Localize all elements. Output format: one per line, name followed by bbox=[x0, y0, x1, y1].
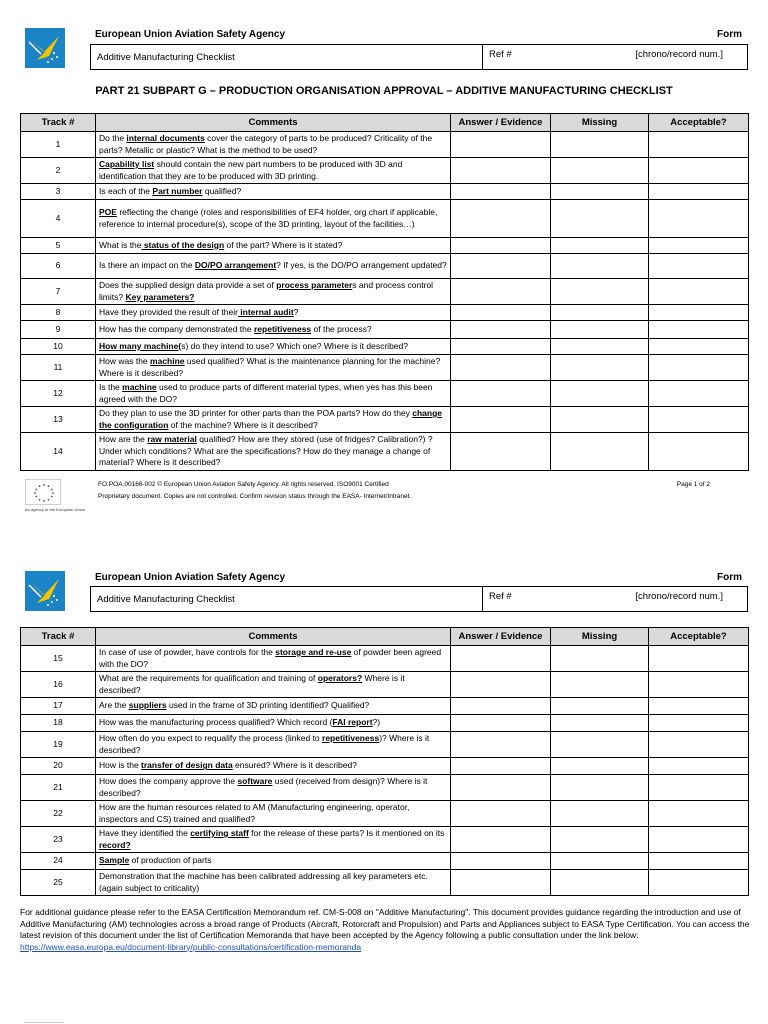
missing-cell[interactable] bbox=[551, 200, 649, 238]
header-box bbox=[90, 44, 748, 70]
table-row bbox=[21, 732, 749, 758]
acceptable-cell[interactable] bbox=[649, 254, 749, 279]
missing-cell[interactable] bbox=[551, 698, 649, 715]
track-number: 18 bbox=[21, 715, 96, 732]
track-number: 11 bbox=[21, 355, 96, 381]
acceptable-cell[interactable] bbox=[649, 732, 749, 758]
answer-evidence-cell[interactable] bbox=[451, 184, 551, 200]
comment-cell bbox=[96, 184, 451, 200]
answer-evidence-cell[interactable] bbox=[451, 132, 551, 158]
comment-text: ? bbox=[293, 306, 299, 317]
comment-text: How often do you expect to requalify the process (linked to bbox=[99, 733, 323, 743]
answer-evidence-cell[interactable] bbox=[451, 715, 551, 732]
table-row bbox=[21, 381, 749, 407]
answer-evidence-cell[interactable] bbox=[451, 279, 551, 305]
track-number: 17 bbox=[21, 698, 96, 715]
table-row bbox=[21, 775, 749, 801]
comment-text: Is there an impact on the bbox=[99, 260, 195, 271]
eu-agency-label: An agency of the European Union bbox=[25, 507, 86, 512]
comment-cell bbox=[96, 355, 451, 381]
comment-text: cover the category of parts to be produced? Criticality of the parts? Metallic or plastic? What is the method to be used? bbox=[99, 133, 433, 155]
answer-evidence-cell[interactable] bbox=[451, 646, 551, 672]
table-row bbox=[21, 279, 749, 305]
comment-cell bbox=[96, 321, 451, 339]
comment-cell bbox=[96, 158, 451, 184]
emphasized-term: record? bbox=[99, 839, 131, 850]
comment-text: of the process? bbox=[311, 323, 372, 334]
acceptable-cell[interactable] bbox=[649, 305, 749, 321]
col-acceptable: Acceptable? bbox=[649, 628, 749, 646]
emphasized-term: repetitiveness bbox=[253, 323, 312, 334]
comment-cell bbox=[96, 305, 451, 321]
page-number: Page 1 of 2 bbox=[676, 481, 710, 488]
comment-text: s) do they intend to use? Which one? Where is it described? bbox=[181, 340, 408, 351]
emphasized-term: transfer of design data bbox=[141, 760, 233, 771]
emphasized-term: change the configuration bbox=[99, 408, 443, 430]
comment-text: How are the bbox=[99, 434, 148, 445]
acceptable-cell[interactable] bbox=[649, 672, 749, 698]
table-row bbox=[21, 305, 749, 321]
ref-label: Ref # bbox=[489, 49, 512, 60]
emphasized-term: internal documents bbox=[126, 133, 205, 143]
col-missing: Missing bbox=[551, 628, 649, 646]
comment-text: Are the bbox=[99, 700, 129, 711]
track-number: 24 bbox=[21, 853, 96, 870]
emphasized-term: machine bbox=[122, 382, 157, 392]
acceptable-cell[interactable] bbox=[649, 158, 749, 184]
missing-cell[interactable] bbox=[551, 132, 649, 158]
comment-text: ?) bbox=[372, 717, 381, 728]
comment-text: used in the frame of 3D printing identified? Qualified? bbox=[166, 700, 370, 711]
answer-evidence-cell[interactable] bbox=[451, 433, 551, 471]
comment-cell bbox=[96, 433, 451, 471]
missing-cell[interactable] bbox=[551, 732, 649, 758]
emphasized-term: operators? bbox=[317, 673, 363, 683]
footer-disclaimer: Proprietary document. Copies are not controlled. Confirm revision status through the EASA- Internet/Intranet. bbox=[98, 493, 412, 500]
comment-cell bbox=[96, 339, 451, 355]
page-footer bbox=[20, 479, 748, 519]
answer-evidence-cell[interactable] bbox=[451, 758, 551, 775]
answer-evidence-cell[interactable] bbox=[451, 853, 551, 870]
track-number: 25 bbox=[21, 870, 96, 896]
col-comments: Comments bbox=[96, 628, 451, 646]
emphasized-term: Capability list bbox=[99, 159, 155, 169]
missing-cell[interactable] bbox=[551, 238, 649, 254]
checklist-table-2 bbox=[20, 627, 749, 896]
comment-cell bbox=[96, 801, 451, 827]
acceptable-cell[interactable] bbox=[649, 698, 749, 715]
comment-text: Where is it described? bbox=[99, 673, 405, 695]
comment-text: of powder been agreed with the DO? bbox=[99, 647, 442, 669]
track-number: 22 bbox=[21, 801, 96, 827]
table-row bbox=[21, 827, 749, 853]
track-number: 8 bbox=[21, 305, 96, 321]
comment-text: Demonstration that the machine has been calibrated addressing all key parameters etc. (again subject to criticality) bbox=[99, 871, 428, 893]
comment-text: What are the requirements for qualification and training of bbox=[99, 673, 318, 683]
missing-cell[interactable] bbox=[551, 801, 649, 827]
doc-title: Additive Manufacturing Checklist bbox=[91, 587, 483, 611]
comment-cell bbox=[96, 732, 451, 758]
comment-cell bbox=[96, 827, 451, 853]
comment-text: should contain the new part numbers to be produced with 3D and identification that they are to be produced with 3D printing. bbox=[99, 159, 403, 181]
comment-cell bbox=[96, 279, 451, 305]
answer-evidence-cell[interactable] bbox=[451, 355, 551, 381]
answer-evidence-cell[interactable] bbox=[451, 238, 551, 254]
emphasized-term: Key parameters? bbox=[125, 291, 195, 302]
comment-text: How was the bbox=[99, 356, 151, 366]
acceptable-cell[interactable] bbox=[649, 870, 749, 896]
missing-cell[interactable] bbox=[551, 321, 649, 339]
checklist-table-1 bbox=[20, 113, 749, 471]
answer-evidence-cell[interactable] bbox=[451, 381, 551, 407]
track-number: 19 bbox=[21, 732, 96, 758]
acceptable-cell[interactable] bbox=[649, 381, 749, 407]
emphasized-term: Sample bbox=[99, 855, 130, 866]
answer-evidence-cell[interactable] bbox=[451, 672, 551, 698]
comment-text: s and process control limits? bbox=[99, 280, 434, 302]
comment-text: used qualified? What is the maintenance planning for the machine? Where is it described? bbox=[99, 356, 441, 378]
page-edge-mark bbox=[24, 1022, 64, 1023]
emphasized-term: software bbox=[237, 776, 273, 786]
acceptable-cell[interactable] bbox=[649, 200, 749, 238]
col-acceptable: Acceptable? bbox=[649, 114, 749, 132]
track-number: 9 bbox=[21, 321, 96, 339]
answer-evidence-cell[interactable] bbox=[451, 801, 551, 827]
track-number: 15 bbox=[21, 646, 96, 672]
answer-evidence-cell[interactable] bbox=[451, 321, 551, 339]
comment-text: How is the bbox=[99, 760, 142, 771]
track-number: 21 bbox=[21, 775, 96, 801]
comment-text: used (received from design)? Where is it described? bbox=[99, 776, 428, 798]
answer-evidence-cell[interactable] bbox=[451, 732, 551, 758]
comment-text: Have they provided the result of their bbox=[99, 306, 238, 317]
comment-cell bbox=[96, 646, 451, 672]
acceptable-cell[interactable] bbox=[649, 279, 749, 305]
missing-cell[interactable] bbox=[551, 158, 649, 184]
track-number: 10 bbox=[21, 339, 96, 355]
answer-evidence-cell[interactable] bbox=[451, 827, 551, 853]
missing-cell[interactable] bbox=[551, 433, 649, 471]
easa-logo bbox=[25, 28, 65, 68]
missing-cell[interactable] bbox=[551, 279, 649, 305]
acceptable-cell[interactable] bbox=[649, 775, 749, 801]
comment-text: qualified? How are they stored (use of fridges? Calibration?) ? Under which conditions? What are the specifications? How do they manage a change of material? Where is it described? bbox=[99, 434, 433, 468]
track-number: 13 bbox=[21, 407, 96, 433]
comment-text: ? If yes, is the DO/PO arrangement updated? bbox=[276, 260, 447, 271]
missing-cell[interactable] bbox=[551, 853, 649, 870]
missing-cell[interactable] bbox=[551, 407, 649, 433]
comment-text: for the release of these parts? Is it mentioned on its bbox=[248, 828, 445, 838]
comment-text: used to produce parts of different material types, when yes has this been agreed with the DO? bbox=[99, 382, 433, 404]
emphasized-term: repetitiveness bbox=[322, 733, 380, 743]
form-label: Form bbox=[717, 29, 742, 40]
missing-cell[interactable] bbox=[551, 184, 649, 200]
acceptable-cell[interactable] bbox=[649, 715, 749, 732]
comment-text: Is the bbox=[99, 382, 123, 392]
emphasized-term: FAI report bbox=[332, 717, 373, 728]
missing-cell[interactable] bbox=[551, 758, 649, 775]
header-box bbox=[90, 586, 748, 612]
form-label: Form bbox=[717, 572, 742, 583]
easa-logo bbox=[25, 571, 65, 611]
comment-text: In case of use of powder, have controls for the bbox=[99, 647, 276, 657]
comment-cell bbox=[96, 381, 451, 407]
comment-text: Do they plan to use the 3D printer for other parts than the POA parts? How do they bbox=[99, 408, 413, 418]
acceptable-cell[interactable] bbox=[649, 238, 749, 254]
table-row bbox=[21, 801, 749, 827]
table-row bbox=[21, 646, 749, 672]
col-track: Track # bbox=[21, 114, 96, 132]
emphasized-term: DO/PO arrangement bbox=[194, 260, 277, 271]
missing-cell[interactable] bbox=[551, 355, 649, 381]
guidance-note bbox=[20, 907, 750, 953]
comment-cell bbox=[96, 775, 451, 801]
acceptable-cell[interactable] bbox=[649, 355, 749, 381]
acceptable-cell[interactable] bbox=[649, 184, 749, 200]
comment-text: How has the company demonstrated the bbox=[99, 323, 254, 334]
track-number: 20 bbox=[21, 758, 96, 775]
emphasized-term: status of the design bbox=[141, 239, 225, 250]
table-row bbox=[21, 355, 749, 381]
agency-name: European Union Aviation Safety Agency bbox=[95, 572, 286, 583]
emphasized-term: internal audit bbox=[237, 306, 294, 317]
checklist-title: PART 21 SUBPART G – PRODUCTION ORGANISATION APPROVAL – ADDITIVE MANUFACTURING CHECKLIST bbox=[95, 85, 673, 97]
table-row bbox=[21, 433, 749, 471]
table-row bbox=[21, 853, 749, 870]
eu-emblem-icon bbox=[25, 479, 61, 505]
acceptable-cell[interactable] bbox=[649, 758, 749, 775]
answer-evidence-cell[interactable] bbox=[451, 305, 551, 321]
emphasized-term: Part number bbox=[152, 185, 203, 196]
answer-evidence-cell[interactable] bbox=[451, 200, 551, 238]
acceptable-cell[interactable] bbox=[649, 433, 749, 471]
col-missing: Missing bbox=[551, 114, 649, 132]
comment-cell bbox=[96, 672, 451, 698]
comment-text: What is the bbox=[99, 239, 142, 250]
table-row bbox=[21, 698, 749, 715]
emphasized-term: POE bbox=[99, 207, 117, 217]
ref-label: Ref # bbox=[489, 591, 512, 602]
acceptable-cell[interactable] bbox=[649, 827, 749, 853]
missing-cell[interactable] bbox=[551, 339, 649, 355]
comment-text: Does the supplied design data provide a set of bbox=[99, 280, 277, 290]
table-row bbox=[21, 407, 749, 433]
answer-evidence-cell[interactable] bbox=[451, 870, 551, 896]
table-row bbox=[21, 132, 749, 158]
track-number: 7 bbox=[21, 279, 96, 305]
agency-name: European Union Aviation Safety Agency bbox=[95, 29, 286, 40]
comment-text: ensured? Where is it described? bbox=[232, 760, 357, 771]
table-row bbox=[21, 672, 749, 698]
comment-text: Do the bbox=[99, 133, 127, 143]
answer-evidence-cell[interactable] bbox=[451, 698, 551, 715]
comment-cell bbox=[96, 698, 451, 715]
comment-cell bbox=[96, 853, 451, 870]
emphasized-term: machine bbox=[150, 356, 185, 366]
emphasized-term: certifying staff bbox=[190, 828, 249, 838]
table-row bbox=[21, 200, 749, 238]
comment-cell bbox=[96, 715, 451, 732]
comment-cell bbox=[96, 254, 451, 279]
missing-cell[interactable] bbox=[551, 827, 649, 853]
emphasized-term: process parameter bbox=[276, 280, 353, 290]
comment-cell bbox=[96, 407, 451, 433]
table-row bbox=[21, 238, 749, 254]
guidance-text: For additional guidance please refer to the EASA Certification Memorandum ref. CM-S-008 on "Additive Manufacturing". This document provides guidance regarding the introduction and use of Additive Manufacturing (AM) technologies across a broad range of Products (Aircraft, Rotorcraft and Propulsion) and Parts and Appliances subject to EASA Type Certification. You can access the latest revision of this document under the list of Certification Memoranda that have been accepted by the Agency following a public consultation under the link below: bbox=[20, 907, 750, 940]
ref-value: [chrono/record num.] bbox=[635, 49, 723, 60]
answer-evidence-cell[interactable] bbox=[451, 158, 551, 184]
comment-cell bbox=[96, 758, 451, 775]
comment-text: How was the manufacturing process qualified? Which record ( bbox=[99, 717, 333, 728]
missing-cell[interactable] bbox=[551, 254, 649, 279]
track-number: 2 bbox=[21, 158, 96, 184]
comment-cell bbox=[96, 870, 451, 896]
ref-value: [chrono/record num.] bbox=[635, 591, 723, 602]
col-answer: Answer / Evidence bbox=[451, 114, 551, 132]
track-number: 5 bbox=[21, 238, 96, 254]
table-row bbox=[21, 758, 749, 775]
footer-copyright: FO.POA.00166-002 © European Union Aviation Safety Agency. All rights reserved. ISO9001 Certified bbox=[98, 481, 389, 488]
ref-field bbox=[483, 45, 747, 69]
track-number: 16 bbox=[21, 672, 96, 698]
table-row bbox=[21, 254, 749, 279]
acceptable-cell[interactable] bbox=[649, 853, 749, 870]
table-row bbox=[21, 715, 749, 732]
col-comments: Comments bbox=[96, 114, 451, 132]
track-number: 6 bbox=[21, 254, 96, 279]
missing-cell[interactable] bbox=[551, 646, 649, 672]
answer-evidence-cell[interactable] bbox=[451, 407, 551, 433]
acceptable-cell[interactable] bbox=[649, 801, 749, 827]
emphasized-term: How many machine( bbox=[99, 340, 182, 351]
answer-evidence-cell[interactable] bbox=[451, 254, 551, 279]
comment-text: qualified? bbox=[202, 185, 242, 196]
emphasized-term: storage and re-use bbox=[275, 647, 352, 657]
comment-text: Is each of the bbox=[99, 185, 153, 196]
acceptable-cell[interactable] bbox=[649, 646, 749, 672]
comment-cell bbox=[96, 200, 451, 238]
missing-cell[interactable] bbox=[551, 381, 649, 407]
missing-cell[interactable] bbox=[551, 305, 649, 321]
emphasized-term: raw material bbox=[147, 434, 197, 445]
comment-text: How does the company approve the bbox=[99, 776, 238, 786]
acceptable-cell[interactable] bbox=[649, 321, 749, 339]
col-track: Track # bbox=[21, 628, 96, 646]
missing-cell[interactable] bbox=[551, 775, 649, 801]
acceptable-cell[interactable] bbox=[649, 407, 749, 433]
table-row bbox=[21, 321, 749, 339]
comment-text: How are the human resources related to AM (Manufacturing engineering, operator, inspectors and CS) trained and qualified? bbox=[99, 802, 410, 824]
table-row bbox=[21, 184, 749, 200]
comment-cell bbox=[96, 132, 451, 158]
answer-evidence-cell[interactable] bbox=[451, 339, 551, 355]
table-row bbox=[21, 339, 749, 355]
memoranda-link[interactable]: https://www.easa.europa.eu/document-library/public-consultations/certification-memoranda bbox=[20, 941, 362, 952]
track-number: 14 bbox=[21, 433, 96, 471]
emphasized-term: suppliers bbox=[128, 700, 167, 711]
track-number: 12 bbox=[21, 381, 96, 407]
comment-text: of production of parts bbox=[129, 855, 212, 866]
track-number: 3 bbox=[21, 184, 96, 200]
comment-text: )? Where is it described? bbox=[99, 733, 430, 755]
comment-text: of the machine? Where is it described? bbox=[168, 419, 318, 430]
comment-text: of the part? Where is it stated? bbox=[224, 239, 343, 250]
missing-cell[interactable] bbox=[551, 672, 649, 698]
acceptable-cell[interactable] bbox=[649, 339, 749, 355]
doc-title: Additive Manufacturing Checklist bbox=[91, 45, 483, 69]
ref-field bbox=[483, 587, 747, 611]
track-number: 4 bbox=[21, 200, 96, 238]
comment-cell bbox=[96, 238, 451, 254]
table-row bbox=[21, 158, 749, 184]
acceptable-cell[interactable] bbox=[649, 132, 749, 158]
missing-cell[interactable] bbox=[551, 715, 649, 732]
track-number: 23 bbox=[21, 827, 96, 853]
comment-text: Have they identified the bbox=[99, 828, 191, 838]
track-number: 1 bbox=[21, 132, 96, 158]
comment-text: reflecting the change (roles and responsibilities of EF4 holder, org chart if applicable, reference to internal procedure(s), scope of the 3D printing, layout of the facilities…) bbox=[99, 207, 438, 229]
missing-cell[interactable] bbox=[551, 870, 649, 896]
col-answer: Answer / Evidence bbox=[451, 628, 551, 646]
table-row bbox=[21, 870, 749, 896]
answer-evidence-cell[interactable] bbox=[451, 775, 551, 801]
